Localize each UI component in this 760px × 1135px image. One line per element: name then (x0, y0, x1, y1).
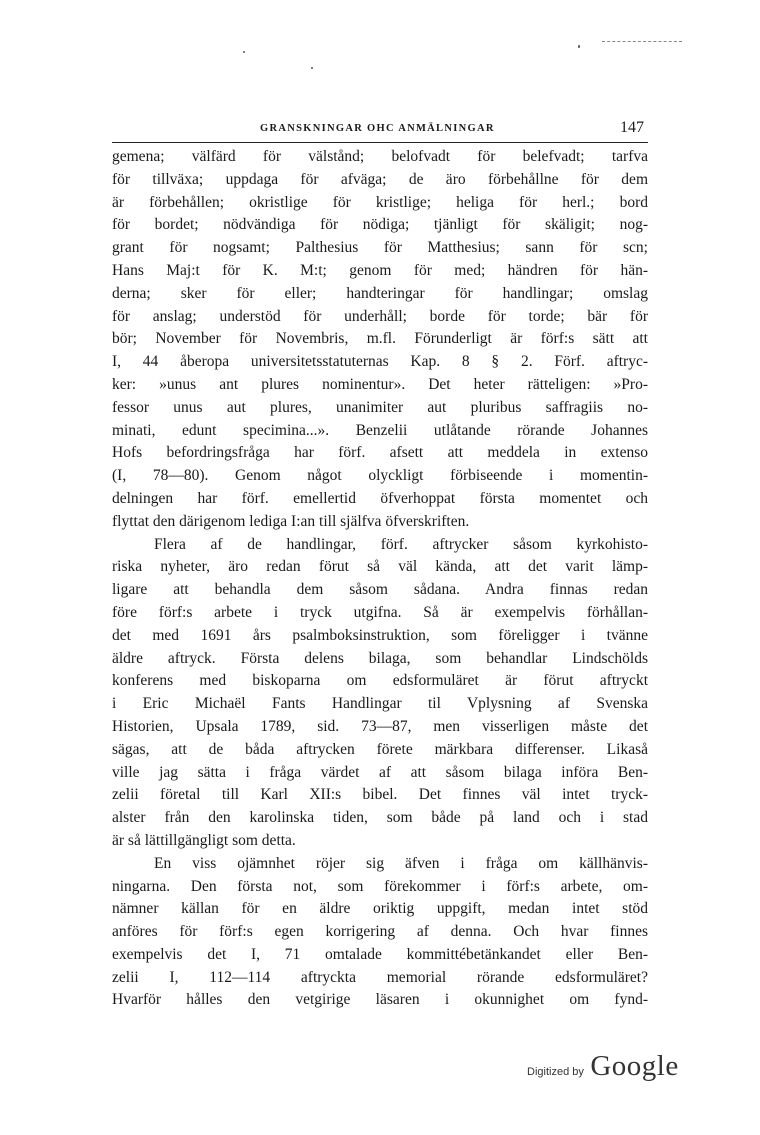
text-line: alster från den karolinska tiden, som både på land och i stad (112, 809, 648, 827)
scan-speck (311, 67, 313, 69)
text-line: är så lättillgängligt som detta. (112, 831, 296, 849)
text-line: gemena; välfärd för välstånd; belofvadt för belefvadt; tarfva (112, 148, 648, 165)
running-head: GRANSKNINGAR OHC ANMÄLNINGAR (260, 123, 495, 134)
text-line: exempelvis det I, 71 omtalade kommittébetänkandet eller Ben- (112, 945, 648, 963)
text-line: Hofs befordringsfråga har förf. afsett att meddela in extenso (112, 444, 648, 462)
page-header (112, 120, 648, 143)
text-line: för bordet; nödvändiga för nödiga; tjänligt för skäligit; nog- (112, 216, 648, 234)
google-logo: Google (590, 1050, 679, 1082)
text-line: I, 44 åberopa universitetsstatuternas Kap. 8 § 2. Förf. aftryc- (112, 353, 648, 371)
text-line: är förbehållen; okristlige för kristlige; heliga för herl.; bord (112, 193, 648, 211)
text-line: Hvarför hålles den vetgirige läsaren i okunnighet om fynd- (112, 991, 648, 1009)
text-line: (I, 78—80). Genom något olyckligt förbiseende i momentin- (112, 467, 648, 485)
text-line: ligare att behandla dem såsom sådana. Andra finnas redan (112, 581, 648, 599)
body-text (112, 146, 648, 1012)
watermark-prefix: Digitized by (527, 1066, 584, 1078)
text-line: för tillväxa; uppdaga för afväga; de äro förbehållne för dem (112, 170, 648, 188)
digitized-watermark (527, 1050, 679, 1083)
page-number: 147 (620, 119, 644, 136)
text-line: fessor unus aut plures, unanimiter aut pluribus saffragiis no- (112, 398, 648, 416)
text-line: före förf:s arbete i tryck utgifna. Så är exempelvis förhållan- (112, 603, 648, 621)
text-line: grant för nogsamt; Palthesius för Matthesius; sann för scn; (112, 239, 648, 257)
text-line: Flera af de handlingar, förf. aftrycker såsom kyrkohisto- (154, 535, 648, 553)
text-line: derna; sker för eller; handteringar för handlingar; omslag (112, 284, 648, 302)
text-line: det med 1691 års psalmboksinstruktion, som föreligger i tvänne (112, 626, 648, 644)
text-line: Hans Maj:t för K. M:t; genom för med; händren för hän- (112, 261, 648, 279)
text-line: ville jag sätta i fråga värdet af att såsom bilaga införa Ben- (112, 763, 648, 781)
text-line: En viss ojämnhet röjer sig äfven i fråga om källhänvis- (154, 854, 648, 872)
text-line: konferens med biskoparna om edsformuläret är förut aftryckt (112, 672, 648, 690)
text-line: flyttat den därigenom lediga I:an till själfva öfverskriften. (112, 512, 470, 530)
scan-edge-line (602, 41, 682, 42)
text-line: Historien, Upsala 1789, sid. 73—87, men visserligen måste det (112, 717, 648, 735)
text-line: nämner källan för en äldre oriktig uppgift, medan intet stöd (112, 900, 648, 918)
text-line: zelii I, 112—114 aftryckta memorial rörande edsformuläret? (112, 968, 648, 986)
text-line: ker: »unus ant plures nominentur». Det heter rätteligen: »Pro- (112, 375, 648, 393)
scan-speck (243, 51, 245, 53)
text-line: riska nyheter, äro redan förut så väl kända, att det varit lämp- (112, 558, 648, 576)
text-line: delningen har förf. emellertid öfverhoppat första momentet och (112, 489, 648, 507)
text-line: minati, edunt specimina...». Benzelii utlåtande rörande Johannes (112, 421, 648, 439)
text-line: ningarna. Den första not, som förekommer i förf:s arbete, om- (112, 877, 648, 895)
text-line: sägas, att de båda aftrycken förete märkbara differenser. Likaså (112, 740, 648, 758)
text-line: äldre aftryck. Första delens bilaga, som behandlar Lindschölds (112, 649, 648, 667)
text-line: anföres för förf:s egen korrigering af denna. Och hvar finnes (112, 923, 648, 941)
scan-speck (578, 45, 580, 48)
text-line: för anslag; understöd för underhåll; borde för torde; bär för (112, 307, 648, 325)
text-line: i Eric Michaël Fants Handlingar til Vplysning af Svenska (112, 695, 648, 713)
text-line: bör; November för Novembris, m.fl. Förunderligt är förf:s sätt att (112, 330, 648, 348)
text-line: zelii företal till Karl XII:s bibel. Det finnes väl intet tryck- (112, 786, 648, 804)
